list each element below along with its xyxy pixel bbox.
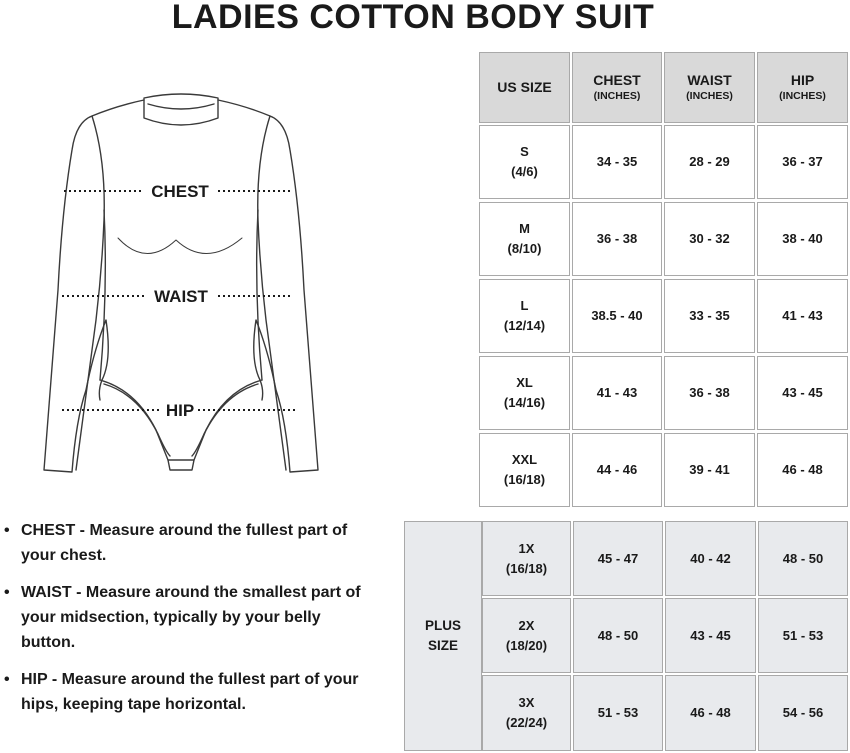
table-cell-waist: 33 - 35 [664,279,755,353]
table-cell-hip: 51 - 53 [758,598,848,673]
table-row-size: XXL (16/18) [479,433,570,507]
header-chest: CHEST (INCHES) [572,52,662,123]
table-cell-hip: 36 - 37 [757,125,848,199]
table-cell-hip: 48 - 50 [758,521,848,596]
hip-label: HIP [165,401,195,420]
table-cell-hip: 43 - 45 [757,356,848,430]
note-waist [4,580,374,655]
table-cell-chest: 44 - 46 [572,433,662,507]
bullet-icon: • [4,584,10,601]
plus-size-label: PLUS SIZE [404,521,482,751]
bullet-icon: • [4,522,10,539]
table-cell-chest: 38.5 - 40 [572,279,662,353]
table-cell-waist: 39 - 41 [664,433,755,507]
table-cell-hip: 38 - 40 [757,202,848,276]
table-cell-hip: 41 - 43 [757,279,848,353]
chest-label: CHEST [151,182,209,201]
table-cell-chest: 48 - 50 [573,598,663,673]
header-hip: HIP (INCHES) [757,52,848,123]
table-cell-chest: 51 - 53 [573,675,663,751]
table-cell-waist: 36 - 38 [664,356,755,430]
table-row-size: L (12/14) [479,279,570,353]
table-cell-waist: 28 - 29 [664,125,755,199]
table-cell-chest: 41 - 43 [572,356,662,430]
table-row-size: XL (14/16) [479,356,570,430]
table-row-size: M (8/10) [479,202,570,276]
measurement-notes [4,518,374,729]
note-hip [4,667,374,717]
table-row-size: S (4/6) [479,125,570,199]
table-cell-waist: 46 - 48 [665,675,756,751]
table-row-size: 1X (16/18) [482,521,571,596]
bullet-icon: • [4,671,10,688]
header-us-size: US SIZE [479,52,570,123]
note-text: HIP - Measure around the fullest part of your hips, keeping tape horizontal. [21,671,359,713]
table-cell-waist: 40 - 42 [665,521,756,596]
page-title: LADIES COTTON BODY SUIT [171,0,655,36]
note-text: WAIST - Measure around the smallest part of your midsection, typically by your belly button. [21,584,361,651]
note-chest [4,518,374,568]
table-row-size: 3X (22/24) [482,675,571,751]
table-cell-waist: 43 - 45 [665,598,756,673]
table-row-size: 2X (18/20) [482,598,571,673]
table-cell-hip: 54 - 56 [758,675,848,751]
bodysuit-illustration [36,90,326,490]
table-cell-chest: 45 - 47 [573,521,663,596]
header-waist: WAIST (INCHES) [664,52,755,123]
table-cell-hip: 46 - 48 [757,433,848,507]
table-cell-waist: 30 - 32 [664,202,755,276]
note-text: CHEST - Measure around the fullest part of your chest. [21,522,348,564]
table-cell-chest: 36 - 38 [572,202,662,276]
waist-label: WAIST [154,287,208,306]
table-cell-chest: 34 - 35 [572,125,662,199]
